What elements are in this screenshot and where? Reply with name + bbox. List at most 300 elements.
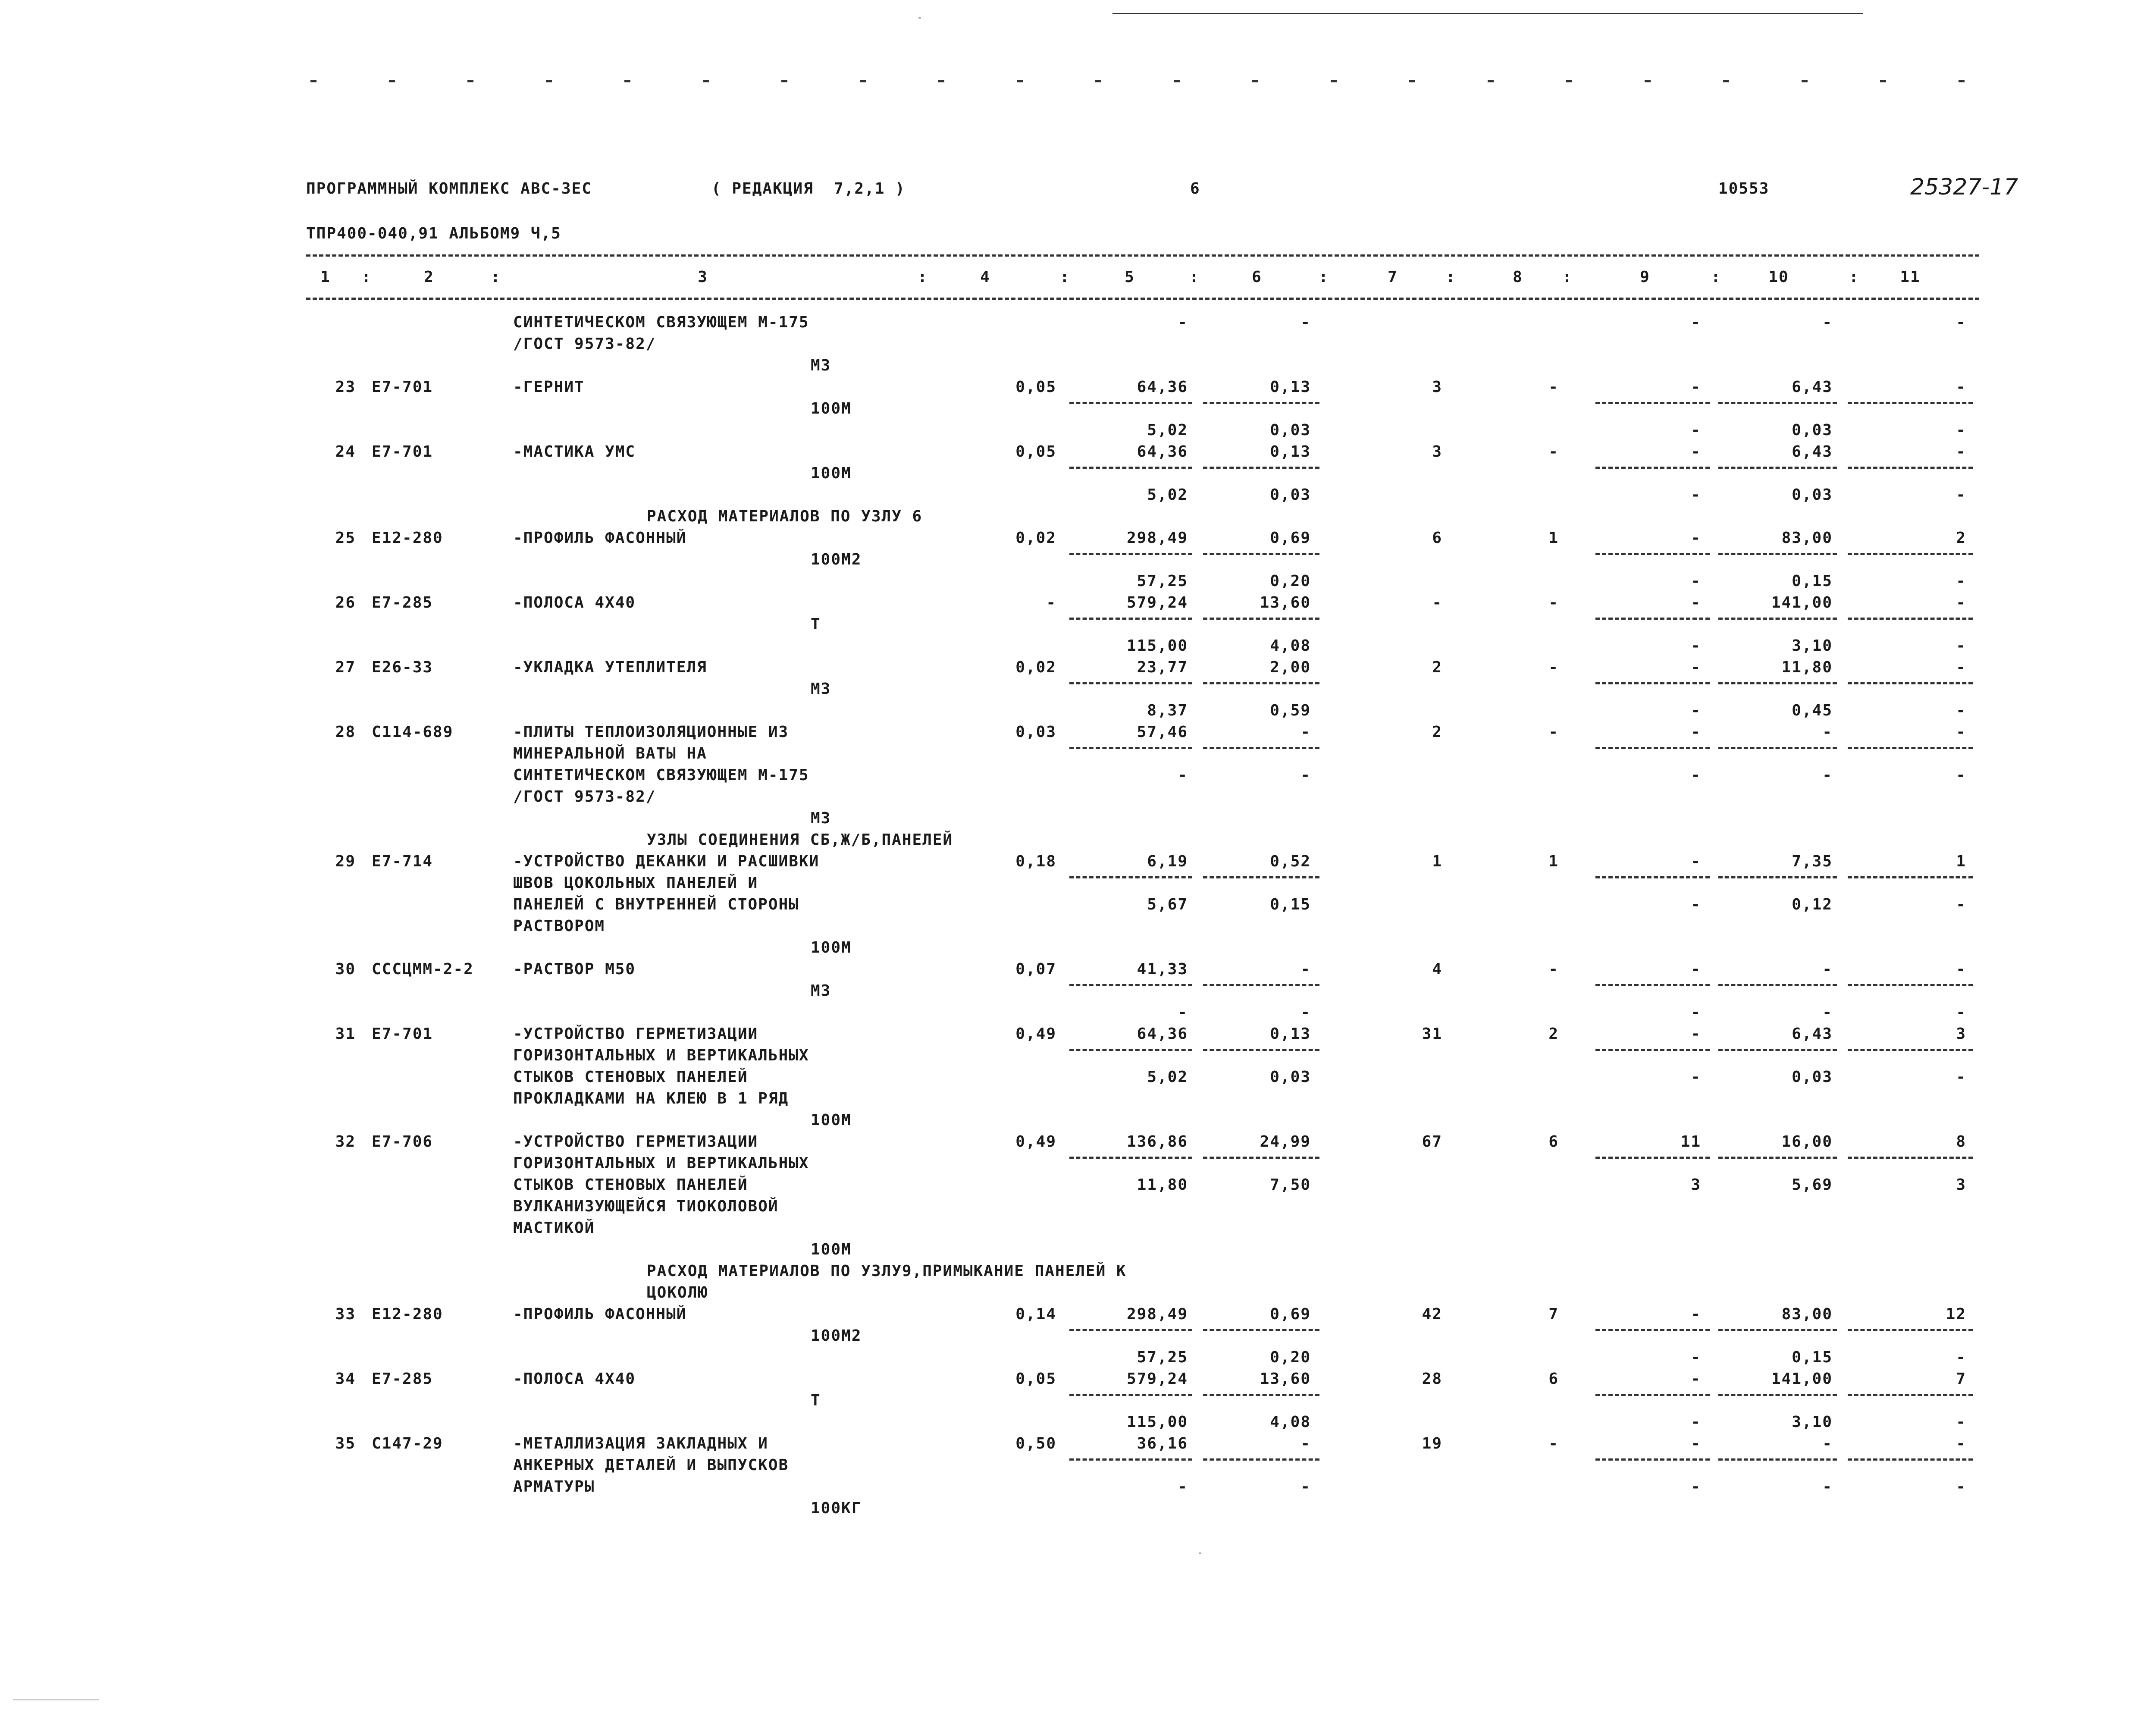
cell-col-c11: - — [1956, 1435, 1966, 1452]
row-number: 23 — [335, 378, 356, 396]
cell-divider — [1069, 876, 1192, 878]
subcell-col-c5: 5,02 — [1147, 486, 1188, 504]
subcell-col-c6: 0,03 — [1270, 421, 1311, 439]
cell-col-c8: - — [1548, 378, 1559, 396]
subcell-col-c10: 0,03 — [1792, 486, 1833, 504]
top-dash — [467, 80, 473, 82]
cell-divider — [1718, 402, 1837, 404]
subcell-col-c5: 115,00 — [1126, 637, 1188, 655]
cell-col-c11: - — [1956, 378, 1966, 396]
top-dash — [1959, 80, 1965, 82]
subcell-col-c9: 3 — [1691, 1176, 1701, 1194]
work-name: -РАСТВОР М50 — [513, 960, 636, 978]
subcell-col-c11: - — [1956, 572, 1966, 590]
cell-col-c7: 19 — [1422, 1435, 1442, 1452]
cell-col-c5: 136,86 — [1126, 1133, 1188, 1151]
cell-col-c5: 579,24 — [1126, 1370, 1188, 1388]
cell-divider — [1069, 1329, 1192, 1331]
subcell-col-c11: - — [1956, 421, 1966, 439]
cell-col-q: 0,05 — [1015, 1370, 1056, 1388]
work-name: -УКЛАДКА УТЕПЛИТЕЛЯ — [513, 659, 707, 676]
cell-col-c8: 1 — [1548, 529, 1559, 547]
cell-col-c9: - — [1691, 1435, 1701, 1452]
subcell-col-c10: - — [1822, 766, 1833, 784]
cell-col-q: 0,02 — [1015, 659, 1056, 676]
cell-col-c9: - — [1691, 1370, 1701, 1388]
cell-divider — [1595, 1394, 1710, 1396]
cell-divider — [1069, 1049, 1192, 1051]
cell-col-q: 0,14 — [1015, 1305, 1056, 1323]
norm-code: СССЦММ-2-2 — [372, 960, 474, 978]
cell-col-c9: - — [1691, 1025, 1701, 1043]
row-number: 29 — [335, 853, 356, 870]
cell-divider — [1203, 553, 1319, 555]
cell-col-c6: 0,69 — [1270, 1305, 1311, 1323]
subcell-col-c9: - — [1691, 1478, 1701, 1496]
subcell-col-c6: 0,20 — [1270, 572, 1311, 590]
section-heading: РАСХОД МАТЕРИАЛОВ ПО УЗЛУ 6 — [647, 508, 923, 525]
cell-col-c7: 28 — [1422, 1370, 1442, 1388]
subcell-col-c10: - — [1822, 1478, 1833, 1496]
subcell-col-c6: - — [1300, 1003, 1311, 1021]
cell-col-c6: 0,13 — [1270, 378, 1311, 396]
cell-col-c5: 64,36 — [1137, 1025, 1188, 1043]
subcell-col-c6: 4,08 — [1270, 637, 1311, 655]
subcell-col-c10: - — [1822, 1003, 1833, 1021]
cell-col-c9: - — [1691, 378, 1701, 396]
scan-speck — [13, 1699, 99, 1700]
subcell-col-c6: 0,20 — [1270, 1348, 1311, 1366]
cell-col-c10: 11,80 — [1781, 659, 1833, 676]
top-dash — [703, 80, 709, 82]
cell-divider — [1595, 747, 1710, 749]
unit-label: 100М2 — [811, 1327, 862, 1345]
document-code: 10553 — [1718, 180, 1770, 198]
cell-col-c10: - — [1822, 314, 1833, 331]
column-separator: : — [491, 268, 501, 286]
cell-col-c8: - — [1548, 659, 1559, 676]
cell-col-c8: - — [1548, 723, 1559, 741]
work-name: ПАНЕЛЕЙ С ВНУТРЕННЕЙ СТОРОНЫ — [513, 896, 799, 913]
cell-col-c8: - — [1548, 1435, 1559, 1452]
cell-col-c5: 57,46 — [1137, 723, 1188, 741]
column-header-3: 3 — [698, 268, 708, 286]
cell-col-c5: 579,24 — [1126, 594, 1188, 611]
cell-divider — [1718, 682, 1837, 684]
work-name: ШВОВ ЦОКОЛЬНЫХ ПАНЕЛЕЙ И — [513, 874, 758, 892]
subcell-col-c9: - — [1691, 766, 1701, 784]
work-name: МИНЕРАЛЬНОЙ ВАТЫ НА — [513, 745, 707, 762]
cell-col-c6: - — [1300, 723, 1311, 741]
subcell-col-c5: - — [1178, 766, 1188, 784]
cell-col-c7: 42 — [1422, 1305, 1442, 1323]
work-name: ПРОКЛАДКАМИ НА КЛЕЮ В 1 РЯД — [513, 1090, 789, 1107]
cell-divider — [1203, 1157, 1319, 1159]
subcell-col-c5: 115,00 — [1126, 1413, 1188, 1431]
cell-col-c8: 1 — [1548, 853, 1559, 870]
subcell-col-c5: 5,02 — [1147, 1068, 1188, 1086]
cell-col-c11: - — [1956, 960, 1966, 978]
norm-code: Е26-33 — [372, 659, 433, 676]
cell-col-q: 0,50 — [1015, 1435, 1056, 1452]
unit-label: М3 — [811, 357, 831, 374]
cell-col-q: 0,05 — [1015, 443, 1056, 461]
cell-divider — [1718, 1394, 1837, 1396]
work-name: -ПОЛОСА 4Х40 — [513, 594, 636, 611]
cell-col-c9: - — [1691, 314, 1701, 331]
section-heading: ЦОКОЛЮ — [647, 1284, 708, 1301]
subcell-col-c6: 0,03 — [1270, 1068, 1311, 1086]
cell-col-q: 0,49 — [1015, 1133, 1056, 1151]
subcell-col-c9: - — [1691, 896, 1701, 913]
top-dash — [938, 80, 944, 82]
section-heading: РАСХОД МАТЕРИАЛОВ ПО УЗЛУ9,ПРИМЫКАНИЕ ПАНЕЛЕЙ К — [647, 1262, 1127, 1280]
cell-divider — [1848, 1157, 1973, 1159]
cell-col-q: 0,49 — [1015, 1025, 1056, 1043]
column-header-5: 5 — [1125, 268, 1135, 286]
cell-col-c5: 6,19 — [1147, 853, 1188, 870]
subcell-col-c5: 57,25 — [1137, 572, 1188, 590]
cell-col-c10: 6,43 — [1792, 1025, 1833, 1043]
cell-divider — [1595, 1157, 1710, 1159]
cell-divider — [1718, 1329, 1837, 1331]
unit-label: 100М — [811, 939, 852, 956]
work-name: МАСТИКОЙ — [513, 1219, 595, 1237]
cell-col-c6: 0,69 — [1270, 529, 1311, 547]
cell-col-q: 0,02 — [1015, 529, 1056, 547]
cell-col-c11: - — [1956, 723, 1966, 741]
cell-col-q: - — [1046, 594, 1056, 611]
top-dash — [310, 80, 317, 82]
cell-divider — [1203, 747, 1319, 749]
subcell-col-c9: - — [1691, 1003, 1701, 1021]
cell-col-c9: - — [1691, 853, 1701, 870]
cell-col-q: 0,18 — [1015, 853, 1056, 870]
cell-col-c6: - — [1300, 960, 1311, 978]
cell-col-c9: - — [1691, 723, 1701, 741]
top-dash — [1095, 80, 1101, 82]
column-header-7: 7 — [1388, 268, 1398, 286]
cell-col-c10: - — [1822, 723, 1833, 741]
cell-col-q: 0,03 — [1015, 723, 1056, 741]
row-number: 24 — [335, 443, 356, 461]
unit-label: М3 — [811, 982, 831, 1000]
cell-divider — [1595, 1329, 1710, 1331]
cell-divider — [1203, 467, 1319, 469]
scan-speck — [1199, 1552, 1201, 1554]
cell-divider — [1203, 1329, 1319, 1331]
cell-col-c7: 2 — [1432, 659, 1442, 676]
column-header-6: 6 — [1252, 268, 1262, 286]
cell-divider — [1848, 1458, 1973, 1461]
cell-divider — [1069, 747, 1192, 749]
cell-col-c7: 1 — [1432, 853, 1442, 870]
cell-col-c7: - — [1432, 594, 1442, 611]
norm-code: Е7-285 — [372, 594, 433, 611]
cell-divider — [1848, 984, 1973, 986]
column-header-2: 2 — [424, 268, 434, 286]
unit-label: 100М2 — [811, 551, 862, 568]
cell-col-c7: 2 — [1432, 723, 1442, 741]
work-name: СИНТЕТИЧЕСКОМ СВЯЗУЮЩЕМ М-175 — [513, 314, 809, 331]
cell-divider — [1718, 984, 1837, 986]
top-dash — [860, 80, 866, 82]
cell-col-c5: 64,36 — [1137, 443, 1188, 461]
norm-code: С114-689 — [372, 723, 454, 741]
work-name: ВУЛКАНИЗУЮЩЕЙСЯ ТИОКОЛОВОЙ — [513, 1198, 779, 1215]
section-heading: УЗЛЫ СОЕДИНЕНИЯ СБ,Ж/Б,ПАНЕЛЕЙ — [647, 831, 953, 849]
work-name: -ГЕРНИТ — [513, 378, 585, 396]
cell-divider — [1718, 1157, 1837, 1159]
column-separator: : — [1060, 268, 1070, 286]
work-name: -МЕТАЛЛИЗАЦИЯ ЗАКЛАДНЫХ И — [513, 1435, 768, 1452]
subcell-col-c5: 5,67 — [1147, 896, 1188, 913]
subcell-col-c11: - — [1956, 637, 1966, 655]
cell-divider — [1595, 984, 1710, 986]
cell-divider — [1718, 747, 1837, 749]
work-name: РАСТВОРОМ — [513, 917, 605, 935]
cell-divider — [1718, 876, 1837, 878]
cell-divider — [1203, 1049, 1319, 1051]
subcell-col-c6: - — [1300, 1478, 1311, 1496]
work-name: ГОРИЗОНТАЛЬНЫХ И ВЕРТИКАЛЬНЫХ — [513, 1154, 809, 1172]
unit-label: Т — [811, 1392, 821, 1409]
norm-code: Е7-285 — [372, 1370, 433, 1388]
column-separator: : — [1562, 268, 1573, 286]
unit-label: Т — [811, 615, 821, 633]
work-name: СТЫКОВ СТЕНОВЫХ ПАНЕЛЕЙ — [513, 1176, 748, 1194]
top-dash — [1409, 80, 1415, 82]
cell-divider — [1595, 1049, 1710, 1051]
column-separator: : — [1319, 268, 1329, 286]
cell-col-c10: 6,43 — [1792, 378, 1833, 396]
norm-code: Е7-701 — [372, 378, 433, 396]
top-dash — [781, 80, 787, 82]
subcell-col-c9: - — [1691, 486, 1701, 504]
column-header-9: 9 — [1640, 268, 1650, 286]
cell-divider — [1848, 1049, 1973, 1051]
cell-col-c9: - — [1691, 529, 1701, 547]
column-separator: : — [1446, 268, 1456, 286]
work-name: -ПОЛОСА 4Х40 — [513, 1370, 636, 1388]
cell-col-c10: 83,00 — [1781, 1305, 1833, 1323]
norm-code: Е7-706 — [372, 1133, 433, 1151]
column-separator: : — [1189, 268, 1200, 286]
cell-col-c11: 12 — [1946, 1305, 1966, 1323]
subcell-col-c6: 0,59 — [1270, 702, 1311, 719]
subcell-col-c10: 0,15 — [1792, 572, 1833, 590]
cell-col-c9: - — [1691, 1305, 1701, 1323]
column-separator: : — [1711, 268, 1721, 286]
cell-col-c5: 298,49 — [1126, 1305, 1188, 1323]
cell-divider — [1203, 984, 1319, 986]
cell-col-c5: 298,49 — [1126, 529, 1188, 547]
cell-col-c11: - — [1956, 594, 1966, 611]
cell-col-c8: - — [1548, 443, 1559, 461]
subcell-col-c5: 57,25 — [1137, 1348, 1188, 1366]
row-number: 26 — [335, 594, 356, 611]
unit-label: М3 — [811, 680, 831, 698]
top-dash — [1645, 80, 1651, 82]
subcell-col-c10: 5,69 — [1792, 1176, 1833, 1194]
cell-col-c6: 24,99 — [1260, 1133, 1311, 1151]
unit-label: 100М — [811, 1241, 852, 1258]
cell-divider — [1069, 1394, 1192, 1396]
cell-divider — [1848, 876, 1973, 878]
subcell-col-c10: 0,12 — [1792, 896, 1833, 913]
cell-col-c7: 4 — [1432, 960, 1442, 978]
subcell-col-c10: 3,10 — [1792, 637, 1833, 655]
norm-code: Е7-701 — [372, 443, 433, 461]
subcell-col-c11: 3 — [1956, 1176, 1966, 1194]
cell-divider — [1595, 876, 1710, 878]
cell-divider — [1069, 984, 1192, 986]
cell-col-c11: 8 — [1956, 1133, 1966, 1151]
cell-col-c10: 141,00 — [1771, 1370, 1833, 1388]
work-name: СТЫКОВ СТЕНОВЫХ ПАНЕЛЕЙ — [513, 1068, 748, 1086]
subcell-col-c11: - — [1956, 486, 1966, 504]
work-name: -ПРОФИЛЬ ФАСОННЫЙ — [513, 1305, 687, 1323]
subcell-col-c5: 5,02 — [1147, 421, 1188, 439]
cell-col-c6: 0,13 — [1270, 1025, 1311, 1043]
unit-label: 100М — [811, 464, 852, 482]
cell-col-c8: 6 — [1548, 1133, 1559, 1151]
cell-divider — [1069, 1458, 1192, 1461]
document-title: ТПР400-040,91 АЛЬБОМ9 Ч,5 — [306, 225, 561, 242]
subcell-col-c10: 0,03 — [1792, 1068, 1833, 1086]
cell-divider — [1595, 618, 1710, 620]
cell-col-q: 0,05 — [1015, 378, 1056, 396]
cell-divider — [1718, 1458, 1837, 1461]
subcell-col-c5: 11,80 — [1137, 1176, 1188, 1194]
cell-col-c9: 11 — [1680, 1133, 1701, 1151]
subcell-col-c11: - — [1956, 896, 1966, 913]
cell-divider — [1069, 1157, 1192, 1159]
subcell-col-c5: 8,37 — [1147, 702, 1188, 719]
row-number: 28 — [335, 723, 356, 741]
subcell-col-c9: - — [1691, 1348, 1701, 1366]
norm-code: С147-29 — [372, 1435, 443, 1452]
cell-divider — [1069, 682, 1192, 684]
subcell-col-c9: - — [1691, 572, 1701, 590]
row-number: 34 — [335, 1370, 356, 1388]
cell-col-c9: - — [1691, 960, 1701, 978]
cell-divider — [1203, 1394, 1319, 1396]
cell-col-c5: - — [1178, 314, 1188, 331]
cell-divider — [1718, 467, 1837, 469]
page-number: 6 — [1190, 180, 1200, 198]
cell-col-c7: 6 — [1432, 529, 1442, 547]
subcell-col-c10: 3,10 — [1792, 1413, 1833, 1431]
row-number: 33 — [335, 1305, 356, 1323]
cell-divider — [1848, 553, 1973, 555]
cell-col-c10: - — [1822, 1435, 1833, 1452]
norm-code: Е7-701 — [372, 1025, 433, 1043]
edition-label: ( РЕДАКЦИЯ 7,2,1 ) — [711, 180, 906, 198]
cell-col-c5: 41,33 — [1137, 960, 1188, 978]
row-number: 27 — [335, 659, 356, 676]
cell-divider — [1203, 402, 1319, 404]
cell-divider — [1595, 682, 1710, 684]
row-number: 32 — [335, 1133, 356, 1151]
subcell-col-c10: 0,15 — [1792, 1348, 1833, 1366]
cell-col-c11: 3 — [1956, 1025, 1966, 1043]
cell-col-c6: 0,13 — [1270, 443, 1311, 461]
cell-col-c10: 141,00 — [1771, 594, 1833, 611]
column-separator: : — [361, 268, 372, 286]
column-header-10: 10 — [1768, 268, 1789, 286]
cell-divider — [1203, 682, 1319, 684]
column-header-1: 1 — [320, 268, 331, 286]
subcell-col-c11: - — [1956, 1068, 1966, 1086]
cell-col-c8: 7 — [1548, 1305, 1559, 1323]
norm-code: Е12-280 — [372, 1305, 443, 1323]
column-header-8: 8 — [1513, 268, 1523, 286]
top-dash — [1174, 80, 1180, 82]
scan-speck — [918, 17, 921, 19]
subcell-col-c11: - — [1956, 1003, 1966, 1021]
unit-label: 100М — [811, 1111, 852, 1129]
cell-col-c10: - — [1822, 960, 1833, 978]
work-name: -ПРОФИЛЬ ФАСОННЫЙ — [513, 529, 687, 547]
row-number: 31 — [335, 1025, 356, 1043]
cell-col-c5: 36,16 — [1137, 1435, 1188, 1452]
cell-col-c10: 7,35 — [1792, 853, 1833, 870]
column-separator: : — [1849, 268, 1859, 286]
cell-divider — [1069, 467, 1192, 469]
norm-code: Е7-714 — [372, 853, 433, 870]
top-dash — [1880, 80, 1886, 82]
cell-col-c6: 0,52 — [1270, 853, 1311, 870]
cell-col-c5: 23,77 — [1137, 659, 1188, 676]
work-name: ГОРИЗОНТАЛЬНЫХ И ВЕРТИКАЛЬНЫХ — [513, 1047, 809, 1064]
work-name: /ГОСТ 9573-82/ — [513, 335, 656, 353]
column-separator: : — [918, 268, 928, 286]
row-number: 35 — [335, 1435, 356, 1452]
cell-divider — [1848, 682, 1973, 684]
cell-divider — [1718, 618, 1837, 620]
top-dash — [1802, 80, 1808, 82]
subcell-col-c6: 4,08 — [1270, 1413, 1311, 1431]
top-dash — [546, 80, 552, 82]
cell-col-c6: 2,00 — [1270, 659, 1311, 676]
cell-divider — [1203, 1458, 1319, 1461]
cell-divider — [1848, 467, 1973, 469]
row-number: 25 — [335, 529, 356, 547]
subcell-col-c11: - — [1956, 1348, 1966, 1366]
subcell-col-c9: - — [1691, 702, 1701, 719]
work-name: АРМАТУРЫ — [513, 1478, 595, 1496]
unit-label: 100КГ — [811, 1499, 862, 1517]
work-name: /ГОСТ 9573-82/ — [513, 788, 656, 806]
cell-col-q: 0,07 — [1015, 960, 1056, 978]
top-dash — [1488, 80, 1494, 82]
cell-divider — [1718, 553, 1837, 555]
subcell-col-c6: - — [1300, 766, 1311, 784]
cell-divider — [1069, 618, 1192, 620]
sheet-id-handwritten: 25327-17 — [1910, 174, 2018, 200]
cell-divider — [1069, 553, 1192, 555]
cell-col-c9: - — [1691, 659, 1701, 676]
subcell-col-c6: 7,50 — [1270, 1176, 1311, 1194]
work-name: -МАСТИКА УМС — [513, 443, 636, 461]
work-name: АНКЕРНЫХ ДЕТАЛЕЙ И ВЫПУСКОВ — [513, 1456, 789, 1474]
top-dash — [624, 80, 630, 82]
subcell-col-c9: - — [1691, 1413, 1701, 1431]
header-rule-top — [306, 254, 1979, 257]
cell-col-c10: 6,43 — [1792, 443, 1833, 461]
cell-divider — [1595, 402, 1710, 404]
